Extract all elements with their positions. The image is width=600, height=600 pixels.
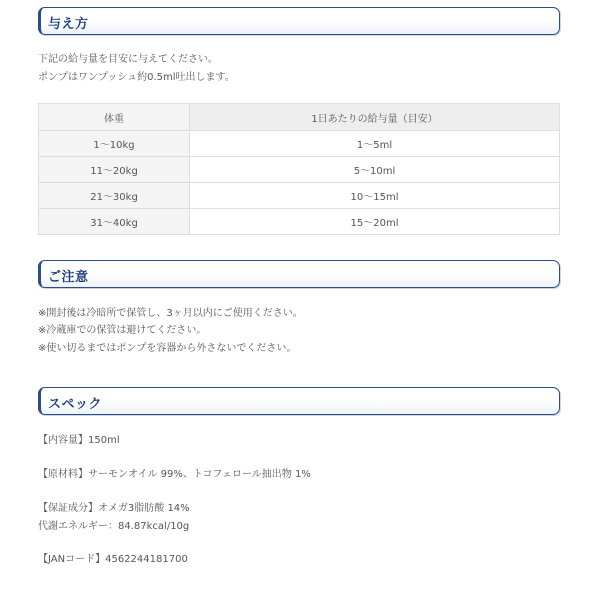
caution-line-2: ※冷蔵庫での保管は避けてください。 xyxy=(38,325,207,336)
amount-cell: 5～10ml xyxy=(190,157,560,183)
dosage-instruction-1: 下記の給与量を目安に与えてください。 xyxy=(38,54,218,65)
caution-section-header xyxy=(38,260,560,288)
amount-cell: 10～15ml xyxy=(190,183,560,209)
spec-volume: 【内容量】150ml xyxy=(38,435,120,446)
spec-heading: スペック xyxy=(48,397,103,412)
dosage-table xyxy=(38,103,560,235)
dosage-heading: 与え方 xyxy=(48,17,89,32)
weight-cell: 31～40kg xyxy=(39,209,190,235)
table-row xyxy=(39,209,560,235)
dosage-section-header xyxy=(38,7,560,35)
spec-ingredients: 【原材料】サーモンオイル 99%、トコフェロール抽出物 1% xyxy=(38,469,311,480)
table-row xyxy=(39,183,560,209)
column-header-weight: 体重 xyxy=(39,104,190,131)
weight-cell: 21～30kg xyxy=(39,183,190,209)
weight-cell: 11～20kg xyxy=(39,157,190,183)
dosage-instruction-2: ポンプはワンプッシュ約0.5ml吐出します。 xyxy=(38,72,235,83)
caution-line-3: ※使い切るまではポンプを容器から外さないでください。 xyxy=(38,343,297,354)
caution-line-1: ※開封後は冷暗所で保管し、3ヶ月以内にご使用ください。 xyxy=(38,308,303,319)
amount-cell: 1～5ml xyxy=(190,131,560,157)
spec-jan-code: 【JANコード】4562244181700 xyxy=(38,554,188,565)
spec-guaranteed-analysis: 【保証成分】オメガ3脂肪酸 14% xyxy=(38,503,190,514)
table-row xyxy=(39,131,560,157)
caution-heading: ご注意 xyxy=(48,270,89,285)
amount-cell: 15～20ml xyxy=(190,209,560,235)
table-row xyxy=(39,157,560,183)
spec-metabolizable-energy: 代謝エネルギー：84.87kcal/10g xyxy=(38,521,190,532)
weight-cell: 1～10kg xyxy=(39,131,190,157)
spec-section-header xyxy=(38,387,560,415)
table-header-row xyxy=(39,104,560,131)
column-header-daily-amount: 1日あたりの給与量（目安） xyxy=(190,104,560,131)
